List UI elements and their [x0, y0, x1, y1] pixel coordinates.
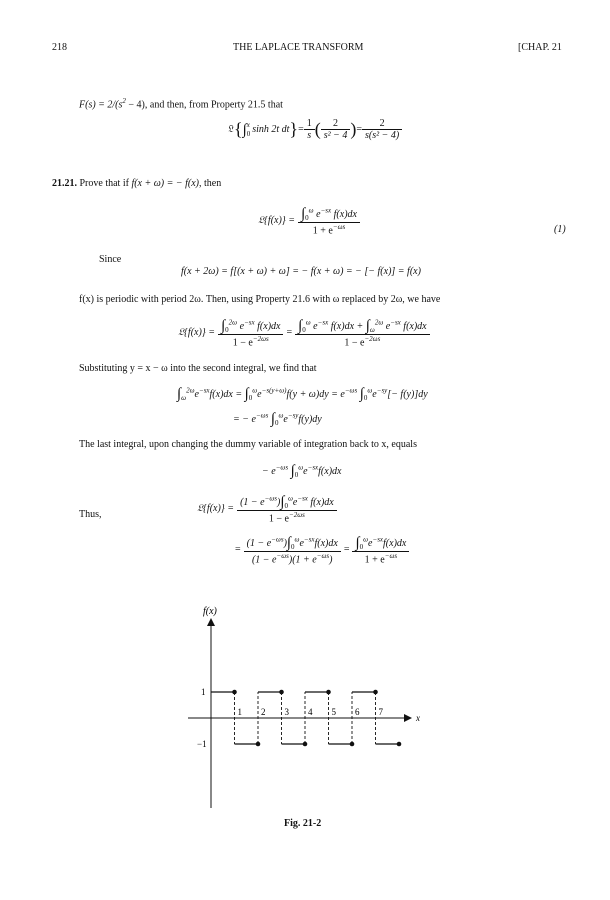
eq2-lhs: 𝔏{f(x)} = — [178, 327, 216, 339]
eq2-den1-exp: −2ωs — [252, 335, 269, 343]
eq2-fraction-2 — [295, 317, 430, 348]
eq2-num2b-tail: f(x)dx — [403, 321, 427, 332]
integrand: sinh 2t dt — [252, 124, 290, 135]
eq6-num-pre: (1 − e — [246, 538, 272, 549]
eq5-num-pre: (1 − e — [240, 497, 265, 508]
figure-21-2 — [170, 600, 430, 815]
eq1-den-exp: −ωs — [332, 223, 346, 231]
right-paren: ) — [350, 119, 357, 139]
substitution-text: Substituting y = x − ω into the second integral, we find that — [79, 363, 317, 374]
eq2-num2b-e: e — [385, 321, 391, 332]
eq6-num-e-exp: −sx — [303, 535, 315, 544]
eq3-c-tail: [− f(y)]dy — [387, 389, 428, 400]
x-tick-label: 7 — [378, 707, 383, 717]
frac2-den: s² − 4 — [321, 129, 351, 141]
eq4-mid-exp: −sx — [307, 463, 319, 472]
eq3-b-exp: −s(y+ω) — [261, 386, 287, 395]
eq6-num-tail: f(x)dx — [314, 538, 338, 549]
eq3-line2-pre: = − e — [233, 414, 256, 425]
statement-post: , then — [199, 178, 222, 189]
eq3-c-exp: −sy — [376, 386, 388, 395]
eq1-numerator: $\int_0^\omega$ $e^{-sx}$ f(x)dx — [301, 206, 357, 222]
statement-condition: f(x + ω) = − f(x) — [131, 178, 199, 189]
equation-2 — [178, 317, 430, 348]
eq5-den-exp: −2ωs — [288, 511, 305, 519]
fraction-1 — [304, 118, 315, 141]
equation-3-line-2: = − $e^{-\omega s}$ $\int_0^\omega e^{-sy}f(y)dy$ — [233, 411, 322, 427]
eq6-num-e: e — [299, 538, 304, 549]
eq5-fraction — [237, 493, 337, 524]
eq6-num-exp: −ωs — [271, 535, 284, 544]
equation-1 — [258, 205, 360, 236]
eq6-num-mid: ) — [283, 538, 287, 549]
thus-label: Thus, — [79, 509, 102, 520]
eq6-fraction-1 — [244, 534, 341, 565]
eq2-equals: = — [286, 327, 293, 339]
running-title: THE LAPLACE TRANSFORM — [233, 42, 364, 53]
periodic-text: f(x) is periodic with period 2ω. Then, using Property 21.6 with ω replaced by 2ω, we have — [79, 294, 441, 305]
eq5-num-e-exp: −sx — [297, 494, 308, 503]
frac1-den: s — [304, 129, 315, 141]
eq2-num2b-exp: −sx — [390, 318, 401, 327]
eq2-den1 — [218, 334, 283, 348]
eq6-den-tail: ) — [329, 554, 333, 566]
problem-statement — [52, 178, 221, 189]
y-axis-label: f(x) — [203, 606, 217, 617]
eq2-den2-exp: −2ωs — [364, 335, 381, 343]
eq3-line2-e: e — [283, 414, 288, 425]
fraction-3 — [362, 118, 402, 141]
frac3-num: 2 — [379, 118, 385, 129]
page-number: 218 — [52, 42, 67, 53]
x-axis-label: x — [416, 713, 420, 723]
eq6-rden-text: 1 + e — [364, 554, 385, 566]
problem-number: 21.21. — [52, 178, 77, 189]
segment-endpoint-dot — [397, 742, 402, 747]
eq3-b-e: e — [257, 389, 262, 400]
eq6-fraction-2 — [352, 534, 409, 565]
eq2-num2a-exp: −sx — [317, 318, 329, 327]
eq3-line2-exp: −ωs — [255, 411, 269, 420]
eq6-den-exp2: −ωs — [316, 552, 330, 560]
eq1-lhs: 𝔏{f(x)} = — [258, 215, 296, 227]
eq4-exp: −ωs — [275, 463, 289, 472]
equation-4: − $e^{-\omega s}$ $\int_0^\omega e^{-sx}f(x)dx$ — [262, 463, 342, 479]
frac2-num: 2 — [333, 118, 339, 129]
eq6-rnum-tail: f(x)dx — [383, 538, 407, 549]
equals-sign: = — [298, 124, 304, 135]
eq2-den1-text: 1 − e — [232, 337, 253, 349]
eq1-den-text: 1 + e — [312, 225, 333, 237]
eq2-num2a-tail: f(x)dx + — [330, 321, 364, 332]
lower-limit: 0 — [246, 129, 251, 138]
eq2-num1-exp: −sx — [244, 318, 255, 327]
eq5-num-mid: ) — [276, 497, 281, 508]
eq5-lhs: 𝔏{f(x)} = — [197, 503, 235, 515]
left-brace: { — [233, 119, 243, 139]
fraction-2 — [321, 118, 351, 141]
eq5-denominator — [237, 510, 337, 524]
y-tick-label: 1 — [201, 687, 206, 697]
equation-3-line-1: $\int_\omega^{2\omega}e^{-sx}f(x)dx = \int_0^\omega e^{-s(y+\omega)}f(y + \omega)dy = e^{-\omega s}$ $\int_0^\omega e^{-sy}[- f(y)]dy$ — [177, 386, 428, 402]
eq3-a-tail: f(x)dx = — [209, 389, 243, 400]
equation-5 — [197, 493, 337, 524]
eq1-exp: −sx — [320, 206, 332, 215]
left-paren: ( — [314, 119, 321, 139]
eq2-num1: $\int_0^{2\omega}$ $e^{-sx}$ f(x)dx — [221, 318, 281, 334]
equation-6 — [235, 534, 409, 565]
eq3-b-tail: f(y + ω)dy = e — [286, 389, 345, 400]
eq6-num1: $(1 - e^{-\omega s})\int_0^\omega e^{-sx}f(x)dx$ — [246, 535, 338, 551]
x-tick-label: 6 — [355, 707, 360, 717]
eq5-den-text: 1 − e — [268, 513, 289, 525]
intro-text-part: F(s) = 2/(s — [79, 99, 123, 111]
eq4-pre: − e — [262, 466, 276, 477]
frac1-num: 1 — [306, 118, 312, 129]
eq2-num2a-e: e — [313, 321, 318, 332]
eq3-line2-tail: f(y)dy — [298, 414, 322, 425]
eq2-num1-e: e — [239, 321, 245, 332]
y-tick-label: −1 — [197, 739, 207, 749]
eq3-line2-mid-exp: −sy — [287, 411, 299, 420]
eq2-den2-text: 1 − e — [344, 337, 365, 349]
x-tick-label: 3 — [284, 707, 289, 717]
laplace-symbol: 𝔏 — [228, 124, 234, 135]
eq6-den1 — [244, 551, 341, 565]
eq5-num-e: e — [292, 497, 298, 508]
eq5-num-exp: −ωs — [264, 494, 277, 503]
intro-exp: 2 — [122, 97, 126, 105]
upper-limit: x — [246, 120, 250, 129]
eq6-den-pre: (1 − e — [251, 554, 277, 566]
eq1-tail: f(x)dx — [333, 209, 357, 220]
right-brace: } — [289, 119, 299, 139]
eq6-rden-exp: −ωs — [384, 552, 398, 560]
last-integral-text: The last integral, upon changing the dummy variable of integration back to x, equals — [79, 439, 417, 450]
x-tick-label: 5 — [331, 707, 336, 717]
eq3-b2-exp: −ωs — [344, 386, 358, 395]
eq2-num1-tail: f(x)dx — [257, 321, 281, 332]
integral-limits — [247, 121, 251, 139]
eq3-a-e: e — [194, 389, 199, 400]
eq6-rnum-e: e — [368, 538, 373, 549]
intro-text — [79, 97, 283, 110]
eq6-equals: = — [235, 544, 241, 556]
eq6-equals-2: = — [343, 544, 350, 556]
x-tick-label: 1 — [237, 707, 242, 717]
intro-equation — [228, 118, 402, 141]
eq2-num2: $\int_0^\omega$ $e^{-sx}$ $f(x)dx + \int_\omega^{2\omega}$ $e^{-sx}$ f(x)dx — [298, 318, 427, 334]
frac3-den: s(s² − 4) — [362, 129, 402, 141]
eq6-den-mid: )(1 + e — [288, 554, 317, 566]
x-tick-label: 2 — [261, 707, 266, 717]
equation-label-1: (1) — [554, 224, 566, 235]
eq6-rden — [352, 551, 409, 565]
equals-sign-2: = — [356, 124, 362, 135]
eq2-den2 — [295, 334, 430, 348]
since-equation: f(x + 2ω) = f[(x + ω) + ω] = − f(x + ω) = − [− f(x)] = f(x) — [181, 266, 421, 277]
eq3-a-exp: −sx — [198, 386, 210, 395]
eq4-e: e — [303, 466, 308, 477]
eq1-e: e — [316, 209, 321, 220]
eq2-fraction-1 — [218, 317, 283, 348]
eq1-denominator — [298, 222, 360, 236]
eq6-rnum-exp: −sx — [372, 535, 384, 544]
figure-caption: Fig. 21-2 — [284, 818, 322, 829]
statement-pre: Prove that if — [79, 178, 132, 189]
eq1-fraction — [298, 205, 360, 236]
eq4-tail: f(x)dx — [318, 466, 342, 477]
eq5-numerator: $(1 - e^{-\omega s})\int_0^\omega e^{-sx}$ f(x)dx — [240, 494, 334, 510]
eq6-den-exp: −ωs — [276, 552, 289, 560]
eq6-rnum: $\int_0^\omega e^{-sx}f(x)dx$ — [355, 535, 407, 551]
intro-text-tail: − 4), and then, from Property 21.5 that — [125, 99, 283, 111]
eq5-num-tail: f(x)dx — [310, 497, 334, 508]
eq3-c-e: e — [372, 389, 377, 400]
x-tick-label: 4 — [308, 707, 313, 717]
chapter-label: [CHAP. 21 — [518, 42, 562, 53]
since-label: Since — [99, 254, 122, 265]
integral-sign: ∫ — [242, 122, 247, 138]
